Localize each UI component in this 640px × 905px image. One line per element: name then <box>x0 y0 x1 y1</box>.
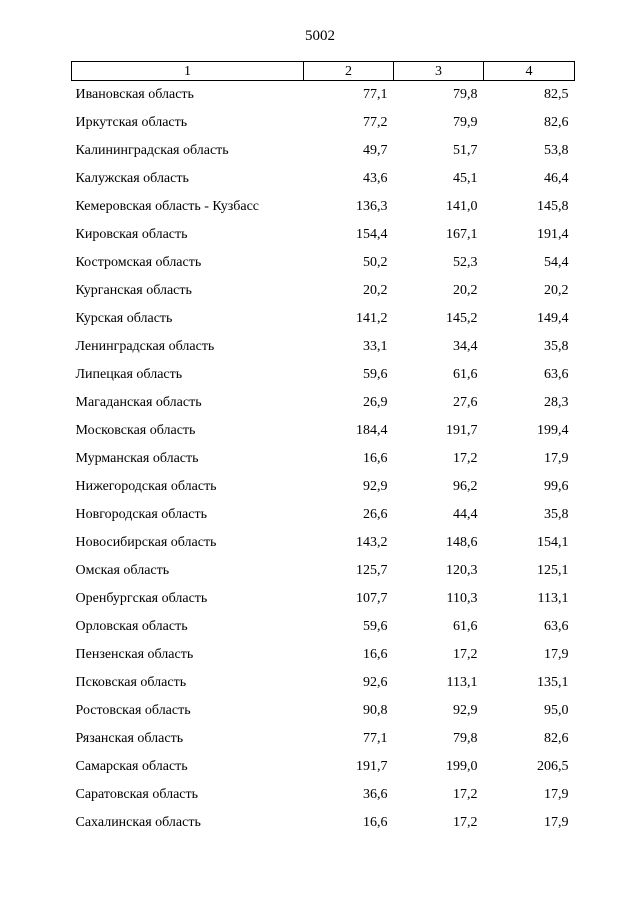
value-cell: 167,1 <box>446 227 478 242</box>
region-name-cell: Сахалинская область <box>75 815 201 830</box>
table-row <box>72 473 575 501</box>
value-cell: 145,8 <box>537 199 569 214</box>
value-cell: 79,9 <box>453 115 478 130</box>
value-cell: 77,2 <box>363 115 388 130</box>
value-cell: 90,8 <box>363 703 388 718</box>
value-cell: 17,2 <box>453 647 478 662</box>
value-cell: 136,3 <box>356 199 388 214</box>
column-header: 1 <box>72 62 304 81</box>
value-cell: 35,8 <box>544 507 569 522</box>
column-header: 3 <box>394 62 484 81</box>
value-cell: 26,6 <box>363 507 388 522</box>
value-cell: 20,2 <box>363 283 388 298</box>
table-row <box>72 81 575 110</box>
value-cell: 20,2 <box>453 283 478 298</box>
value-cell: 82,6 <box>544 731 569 746</box>
table-row <box>72 277 575 305</box>
value-cell: 63,6 <box>544 619 569 634</box>
region-name-cell: Самарская область <box>75 759 188 774</box>
value-cell: 191,4 <box>537 227 569 242</box>
table-row <box>72 221 575 249</box>
value-cell: 17,9 <box>544 815 569 830</box>
table-row <box>72 445 575 473</box>
column-header: 4 <box>484 62 575 81</box>
value-cell: 206,5 <box>537 759 569 774</box>
value-cell: 184,4 <box>356 423 388 438</box>
value-cell: 26,9 <box>363 395 388 410</box>
table-row <box>72 613 575 641</box>
value-cell: 154,4 <box>356 227 388 242</box>
value-cell: 17,9 <box>544 647 569 662</box>
value-cell: 36,6 <box>363 787 388 802</box>
table-row <box>72 809 575 837</box>
value-cell: 17,2 <box>453 451 478 466</box>
table-row <box>72 137 575 165</box>
value-cell: 16,6 <box>363 647 388 662</box>
value-cell: 79,8 <box>453 87 478 102</box>
value-cell: 16,6 <box>363 815 388 830</box>
value-cell: 45,1 <box>453 171 478 186</box>
region-name-cell: Калининградская область <box>75 143 229 158</box>
value-cell: 92,6 <box>363 675 388 690</box>
table-header <box>72 62 575 81</box>
region-name-cell: Иркутская область <box>75 115 188 130</box>
value-cell: 61,6 <box>453 619 478 634</box>
value-cell: 96,2 <box>453 479 478 494</box>
region-name-cell: Нижегородская область <box>75 479 217 494</box>
table-row <box>72 697 575 725</box>
region-name-cell: Ивановская область <box>75 87 194 102</box>
table-row <box>72 753 575 781</box>
value-cell: 17,9 <box>544 451 569 466</box>
value-cell: 125,7 <box>356 563 388 578</box>
table-row <box>72 333 575 361</box>
value-cell: 141,0 <box>446 199 478 214</box>
region-name-cell: Курская область <box>75 311 173 326</box>
value-cell: 148,6 <box>446 535 478 550</box>
value-cell: 113,1 <box>446 675 478 690</box>
value-cell: 33,1 <box>363 339 388 354</box>
value-cell: 135,1 <box>537 675 569 690</box>
table-row <box>72 165 575 193</box>
region-name-cell: Калужская область <box>75 171 189 186</box>
value-cell: 63,6 <box>544 367 569 382</box>
value-cell: 51,7 <box>453 143 478 158</box>
value-cell: 17,2 <box>453 787 478 802</box>
value-cell: 53,8 <box>544 143 569 158</box>
table-row <box>72 249 575 277</box>
value-cell: 59,6 <box>363 367 388 382</box>
value-cell: 49,7 <box>363 143 388 158</box>
value-cell: 77,1 <box>363 731 388 746</box>
value-cell: 110,3 <box>446 591 478 606</box>
page-number: 5002 <box>305 28 335 44</box>
table-row <box>72 389 575 417</box>
value-cell: 54,4 <box>544 255 569 270</box>
region-name-cell: Орловская область <box>75 619 188 634</box>
region-name-cell: Псковская область <box>75 675 187 690</box>
value-cell: 17,2 <box>453 815 478 830</box>
value-cell: 17,9 <box>544 787 569 802</box>
value-cell: 34,4 <box>453 339 478 354</box>
value-cell: 145,2 <box>446 311 478 326</box>
region-name-cell: Костромская область <box>75 255 202 270</box>
value-cell: 191,7 <box>356 759 388 774</box>
region-name-cell: Мурманская область <box>75 451 199 466</box>
value-cell: 52,3 <box>453 255 478 270</box>
table-row <box>72 725 575 753</box>
value-cell: 79,8 <box>453 731 478 746</box>
region-name-cell: Ростовская область <box>75 703 191 718</box>
region-name-cell: Кемеровская область - Кузбасс <box>75 199 260 214</box>
table-body <box>72 81 575 838</box>
region-name-cell: Ленинградская область <box>75 339 215 354</box>
value-cell: 149,4 <box>537 311 569 326</box>
table-row <box>72 417 575 445</box>
region-name-cell: Липецкая область <box>75 367 183 382</box>
value-cell: 191,7 <box>446 423 478 438</box>
region-name-cell: Омская область <box>75 563 170 578</box>
value-cell: 92,9 <box>453 703 478 718</box>
region-name-cell: Курганская область <box>75 283 192 298</box>
value-cell: 125,1 <box>537 563 569 578</box>
region-name-cell: Саратовская область <box>75 787 199 802</box>
value-cell: 43,6 <box>363 171 388 186</box>
value-cell: 154,1 <box>537 535 569 550</box>
value-cell: 44,4 <box>453 507 478 522</box>
value-cell: 50,2 <box>363 255 388 270</box>
table-row <box>72 557 575 585</box>
value-cell: 99,6 <box>544 479 569 494</box>
value-cell: 35,8 <box>544 339 569 354</box>
region-name-cell: Новосибирская область <box>75 535 217 550</box>
value-cell: 46,4 <box>544 171 569 186</box>
table-row <box>72 193 575 221</box>
table-row <box>72 641 575 669</box>
value-cell: 92,9 <box>363 479 388 494</box>
region-name-cell: Магаданская область <box>75 395 202 410</box>
region-name-cell: Рязанская область <box>75 731 184 746</box>
table-row <box>72 305 575 333</box>
value-cell: 199,4 <box>537 423 569 438</box>
value-cell: 27,6 <box>453 395 478 410</box>
table-row <box>72 585 575 613</box>
value-cell: 107,7 <box>356 591 388 606</box>
table-row <box>72 669 575 697</box>
region-name-cell: Кировская область <box>75 227 188 242</box>
region-name-cell: Новгородская область <box>75 507 207 522</box>
value-cell: 199,0 <box>446 759 478 774</box>
value-cell: 59,6 <box>363 619 388 634</box>
value-cell: 141,2 <box>356 311 388 326</box>
region-name-cell: Московская область <box>75 423 196 438</box>
table-row <box>72 781 575 809</box>
value-cell: 16,6 <box>363 451 388 466</box>
value-cell: 82,5 <box>544 87 569 102</box>
table-row <box>72 501 575 529</box>
value-cell: 143,2 <box>356 535 388 550</box>
value-cell: 113,1 <box>537 591 569 606</box>
region-name-cell: Пензенская область <box>75 647 194 662</box>
value-cell: 61,6 <box>453 367 478 382</box>
table-row <box>72 529 575 557</box>
column-header: 2 <box>304 62 394 81</box>
region-name-cell: Оренбургская область <box>75 591 208 606</box>
data-table <box>71 61 575 837</box>
value-cell: 82,6 <box>544 115 569 130</box>
table-row <box>72 361 575 389</box>
value-cell: 120,3 <box>446 563 478 578</box>
value-cell: 95,0 <box>544 703 569 718</box>
value-cell: 77,1 <box>363 87 388 102</box>
value-cell: 20,2 <box>544 283 569 298</box>
header-row <box>72 62 575 81</box>
table-row <box>72 109 575 137</box>
value-cell: 28,3 <box>544 395 569 410</box>
